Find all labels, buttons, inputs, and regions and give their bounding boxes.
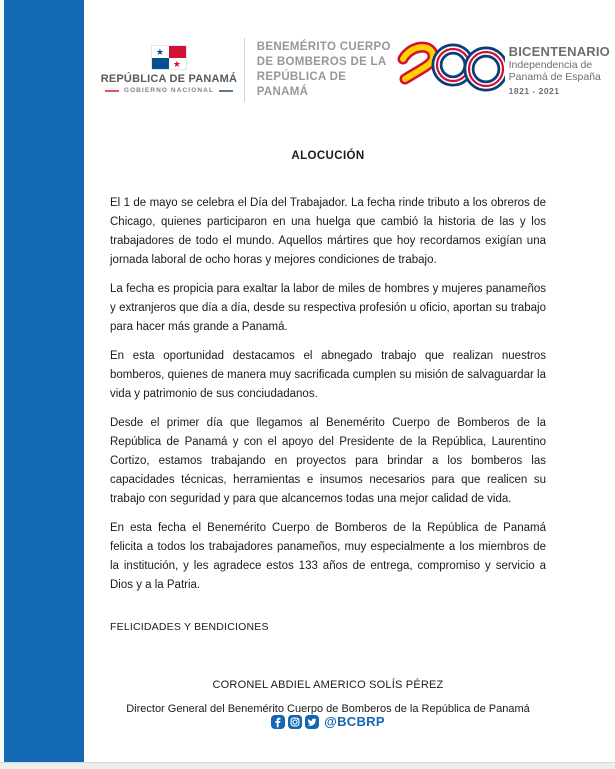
facebook-icon[interactable] [271,715,285,729]
org-title-line3: REPÚBLICA DE PANAMÁ [256,71,347,98]
blue-accent-band [4,0,84,762]
paragraph-1: El 1 de mayo se celebra el Día del Trabajador. La fecha rinde tributo a los obreros de Chicago, quienes participaron en una huelga que cambió la historia de las y los trabajadores de todo el mundo. Aquellos mártires que hoy recordamos exigían una jornada laboral de ocho horas y mejores condiciones de trabajo. [110,197,546,266]
red-dash-icon [105,90,119,92]
bicentenario-title: BICENTENARIO [508,44,610,59]
closing-line: FELICIDADES Y BENDICIONES [110,621,269,633]
bicentenario-subtitle-line1: Independencia de [508,59,593,71]
gov-subtitle-text: GOBIERNO NACIONAL [123,87,215,94]
instagram-icon[interactable] [288,715,302,729]
org-title-line2: DE BOMBEROS DE LA [256,56,387,68]
gov-logo-subtitle [105,87,233,94]
document-body [110,150,546,715]
flag-red-star: ★ [172,58,181,69]
paragraph-4: Desde el primer día que llegamos al Benemérito Cuerpo de Bomberos de la República de Panamá y con el apoyo del Presidente de la República, Laurentino Cortizo, estamos trabajando en proyectos para brindar a los bomberos las capacidades técnicas, herramientas e insumos necesarios para que realicen su trabajo con seguridad y para que alcancemos todas una mejor calidad de vida. [110,417,546,505]
org-title [257,40,395,100]
panama-flag-icon [152,46,186,69]
flag-blue-star: ★ [155,47,164,57]
bicentenario-logo [397,37,610,103]
social-footer [110,714,546,729]
social-handle[interactable]: @BCBRP [324,714,385,729]
viewer-bottom-strip [0,762,615,769]
bicentenario-ribbon-200-icon [397,37,505,103]
document-title: ALOCUCIÓN [291,150,365,162]
bicentenario-years: 1821 - 2021 [508,86,560,96]
twitter-icon[interactable] [305,715,319,729]
header-divider [244,38,245,102]
bicentenario-subtitle-line2: Panamá de España [508,71,601,83]
org-title-line1: BENEMÉRITO CUERPO [256,41,391,53]
signature-title: Director General del Benemérito Cuerpo de Bomberos de la República de Panamá [126,703,530,715]
bicentenario-text [509,44,610,96]
gobierno-nacional-logo [100,46,238,94]
blue-dash-icon [219,90,233,92]
gov-logo-title: REPÚBLICA DE PANAMÁ [100,73,238,85]
paragraph-2: La fecha es propicia para exaltar la labor de miles de hombres y mujeres panameños y extranjeros que día a día, desde su respectiva profesión u oficio, aportan su trabajo para hacer más grande a Panamá. [110,283,546,333]
document-header [100,30,610,110]
signature-name: CORONEL ABDIEL AMERICO SOLÍS PÉREZ [212,679,444,691]
paragraph-3: En esta oportunidad destacamos el abnegado trabajo que realizan nuestros bomberos, quienes de manera muy sacrificada cumplen su misión de salvaguardar la vida y patrimonio de sus conciudadanos. [110,350,546,400]
paragraph-5: En esta fecha el Benemérito Cuerpo de Bomberos de la República de Panamá felicita a todos los trabajadores panameños, muy especialmente a los miembros de la institución, y les agradece estos 133 años de entrega, compromiso y servicio a Dios y a la Patria. [110,522,546,591]
